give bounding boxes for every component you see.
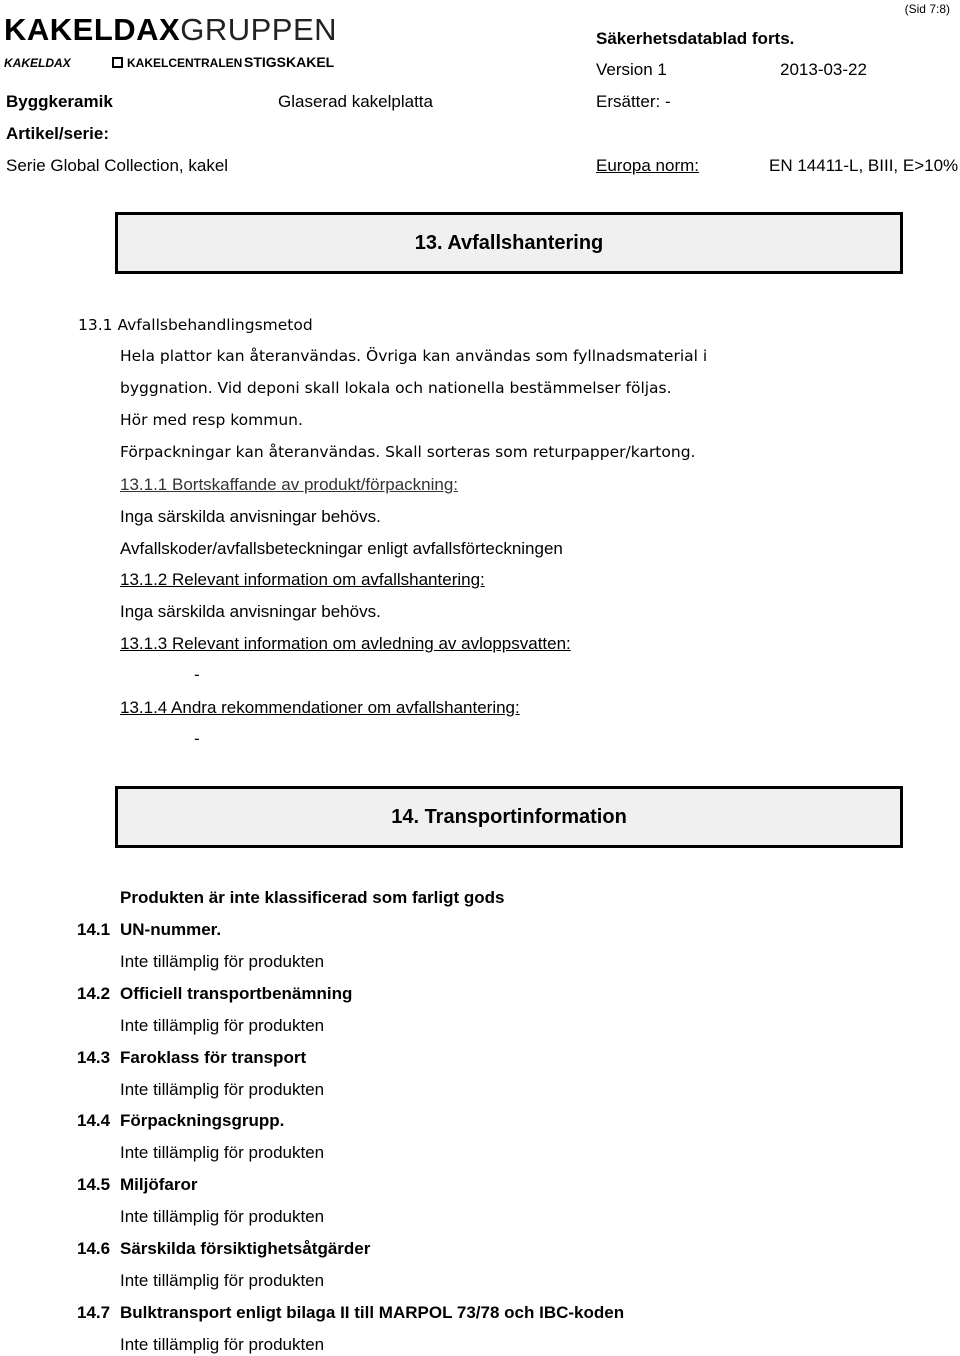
transport-item-label: Faroklass för transport (120, 1047, 307, 1067)
transport-item-label: Miljöfaror (120, 1175, 198, 1195)
norm-label: Europa norm: (596, 156, 699, 175)
section-13-1-heading: 13.1 Avfallsbehandlingsmetod (78, 316, 313, 334)
transport-item-value: Inte tillämplig för produkten (120, 1143, 325, 1163)
replaces: Ersätter: - (596, 92, 671, 111)
section-13-1-2-text: Inga särskilda anvisningar behövs. (120, 602, 381, 621)
transport-item-number: 14.2 (77, 983, 111, 1003)
transport-item-label: Förpackningsgrupp. (120, 1111, 285, 1131)
transport-item-number: 14.1 (77, 920, 111, 939)
transport-item-value: Inte tillämplig för produkten (120, 1015, 325, 1035)
section-13-1-line: Förpackningar kan återanvändas. Skall sorteras som returpapper/kartong. (120, 443, 696, 461)
section-13-1-2-heading: 13.1.2 Relevant information om avfallshantering: (120, 570, 485, 589)
section-13-1-3-text: - (194, 665, 200, 684)
section-13-1-4-heading: 13.1.4 Andra rekommendationer om avfallshantering: (120, 698, 520, 717)
sub-logo-kakelcentralen: KAKELCENTRALEN (112, 56, 242, 70)
square-icon (112, 57, 123, 68)
transport-item-number: 14.6 (77, 1239, 111, 1258)
transport-item-number: 14.4 (77, 1111, 111, 1131)
norm-value: EN 14411-L, BIII, E>10% (769, 156, 959, 175)
document-title: Säkerhetsdatablad forts. (596, 29, 795, 48)
transport-item-number: 14.3 (77, 1047, 111, 1067)
section-13-1-line: Hör med resp kommun. (120, 411, 303, 429)
section-14-header: 14. Transportinformation (115, 786, 903, 848)
company-logo: KAKELDAXGRUPPEN (4, 12, 338, 47)
series: Serie Global Collection, kakel (6, 156, 229, 175)
section-13-1-line: byggnation. Vid deponi skall lokala och nationella bestämmelser följas. (120, 379, 672, 397)
section-13-1-1-text: Inga särskilda anvisningar behövs. (120, 507, 381, 526)
transport-item-value: Inte tillämplig för produkten (120, 1334, 325, 1354)
transport-item-label: Bulktransport enligt bilaga II till MARPOL 73/78 och IBC-koden (120, 1302, 625, 1322)
category: Byggkeramik (6, 92, 113, 111)
page-number: (Sid 7:8) (904, 2, 950, 16)
section-13-1-4-text: - (194, 729, 200, 748)
section-13-header: 13. Avfallshantering (115, 212, 903, 274)
version: Version 1 (596, 60, 667, 79)
transport-item-label: Officiell transportbenämning (120, 983, 353, 1003)
transport-item-value: Inte tillämplig för produkten (120, 1079, 325, 1099)
product-name: Glaserad kakelplatta (278, 92, 433, 111)
article-label: Artikel/serie: (6, 124, 109, 143)
sub-logo-stigskakel: STIGSKAKEL (244, 54, 335, 70)
section-13-1-1-heading: 13.1.1 Bortskaffande av produkt/förpackning: (120, 475, 459, 494)
transport-item-value: Inte tillämplig för produkten (120, 1207, 325, 1227)
transport-intro: Produkten är inte klassificerad som farligt gods (120, 888, 505, 907)
transport-item-number: 14.5 (77, 1175, 111, 1195)
date: 2013-03-22 (780, 60, 867, 79)
section-13-1-line: Hela plattor kan återanvändas. Övriga kan användas som fyllnadsmaterial i (120, 347, 708, 365)
transport-item-value: Inte tillämplig för produkten (120, 1271, 325, 1290)
transport-item-label: Särskilda försiktighetsåtgärder (120, 1239, 371, 1258)
section-13-1-3-heading: 13.1.3 Relevant information om avledning av avloppsvatten: (120, 634, 571, 653)
sub-logo-kakeldax: KAKELDAX (4, 56, 71, 70)
transport-item-label: UN-nummer. (120, 920, 222, 939)
transport-item-value: Inte tillämplig för produkten (120, 952, 325, 971)
section-13-1-1-text: Avfallskoder/avfallsbeteckningar enligt avfallsförteckningen (120, 539, 563, 558)
transport-item-number: 14.7 (77, 1302, 111, 1322)
